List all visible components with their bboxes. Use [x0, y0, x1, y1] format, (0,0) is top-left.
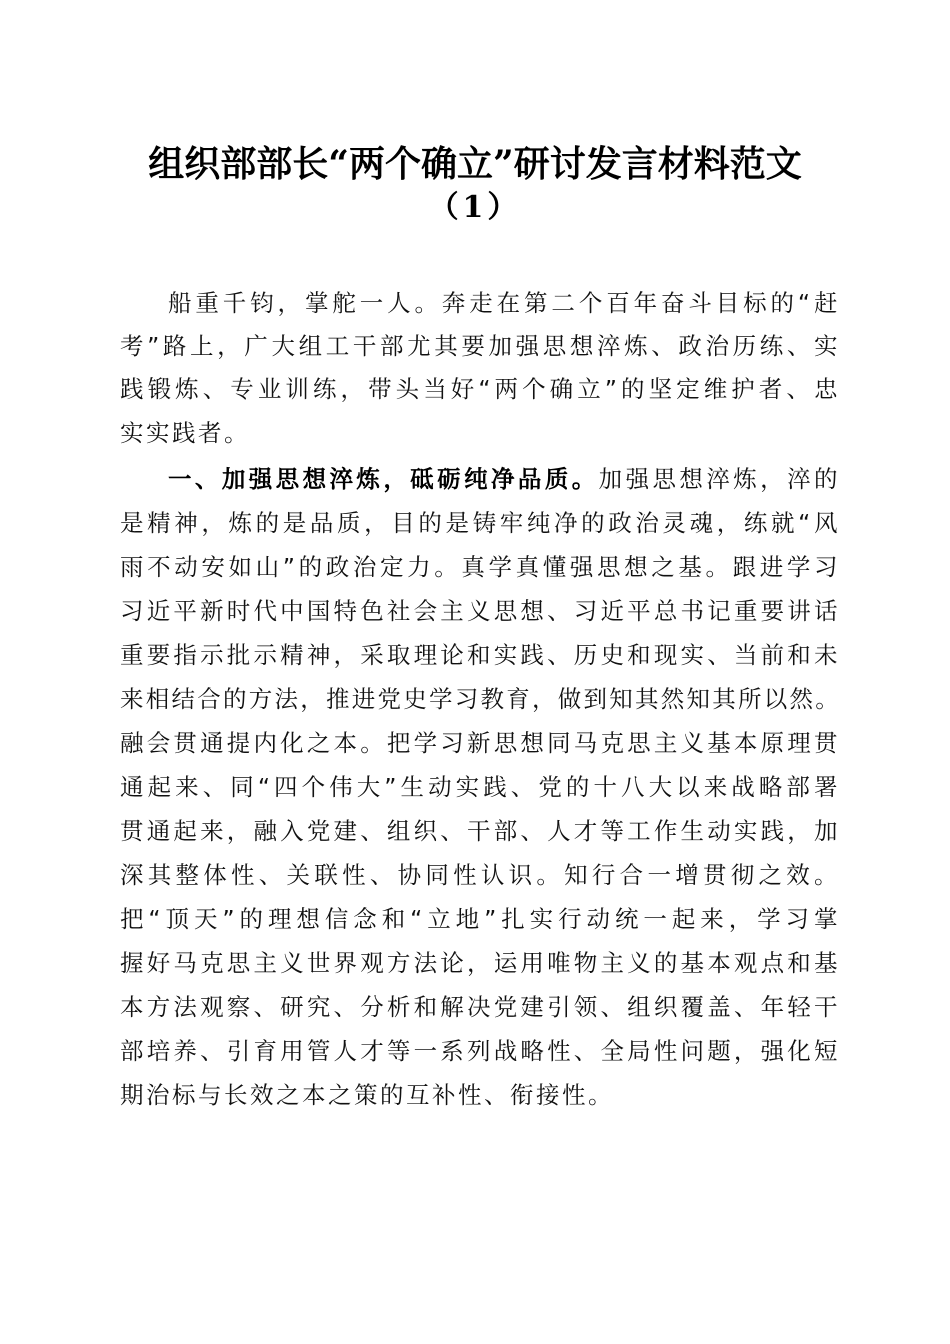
paragraph-1-line-3: 践锻炼、专业训练，带头当好“两个确立”的坚定维护者、忠	[120, 375, 840, 403]
paragraph-2-line-5: 重要指示批示精神，采取理论和实践、历史和现实、当前和未	[120, 641, 840, 669]
paragraph-1-line-1: 船重千钧，掌舵一人。奔走在第二个百年奋斗目标的“赶	[168, 289, 840, 317]
paragraph-1-line-4: 实实践者。	[120, 419, 250, 447]
paragraph-2-line-8: 通起来、同“四个伟大”生动实践、党的十八大以来战略部署	[120, 773, 840, 801]
paragraph-2-line-12: 握好马克思主义世界观方法论，运用唯物主义的基本观点和基	[120, 949, 840, 977]
paragraph-2-line-7: 融会贯通提内化之本。把学习新思想同马克思主义基本原理贯	[120, 729, 840, 757]
paragraph-2-line-3: 雨不动安如山”的政治定力。真学真懂强思想之基。跟进学习	[120, 553, 840, 581]
paragraph-2-line-9: 贯通起来，融入党建、组织、干部、人才等工作生动实践，加	[120, 817, 840, 845]
paragraph-1-line-2: 考”路上，广大组工干部尤其要加强思想淬炼、政治历练、实	[120, 332, 840, 360]
paragraph-2-line-1-rest: 加强思想淬炼，淬的	[598, 465, 841, 493]
paragraph-2-line-10: 深其整体性、关联性、协同性认识。知行合一增贯彻之效。	[120, 861, 840, 889]
paragraph-2-line-1	[168, 460, 840, 494]
document-title: 组织部部长“两个确立”研讨发言材料范文	[148, 143, 802, 185]
paragraph-2-line-6: 来相结合的方法，推进党史学习教育，做到知其然知其所以然。	[120, 685, 840, 713]
paragraph-2-line-13: 本方法观察、研究、分析和解决党建引领、组织覆盖、年轻干	[120, 993, 840, 1021]
paragraph-2-line-15: 期治标与长效之本之策的互补性、衔接性。	[120, 1081, 614, 1109]
paragraph-2-line-14: 部培养、引育用管人才等一系列战略性、全局性问题，强化短	[120, 1037, 840, 1065]
paragraph-2-line-2: 是精神，炼的是品质，目的是铸牢纯净的政治灵魂，练就“风	[120, 509, 840, 537]
document-title-number: （1）	[428, 190, 522, 225]
paragraph-2-line-4: 习近平新时代中国特色社会主义思想、习近平总书记重要讲话	[120, 597, 840, 625]
paragraph-2-line-11: 把“顶天”的理想信念和“立地”扎实行动统一起来，学习掌	[120, 905, 840, 933]
section-heading: 一、加强思想淬炼，砥砺纯净品质。	[168, 465, 599, 493]
